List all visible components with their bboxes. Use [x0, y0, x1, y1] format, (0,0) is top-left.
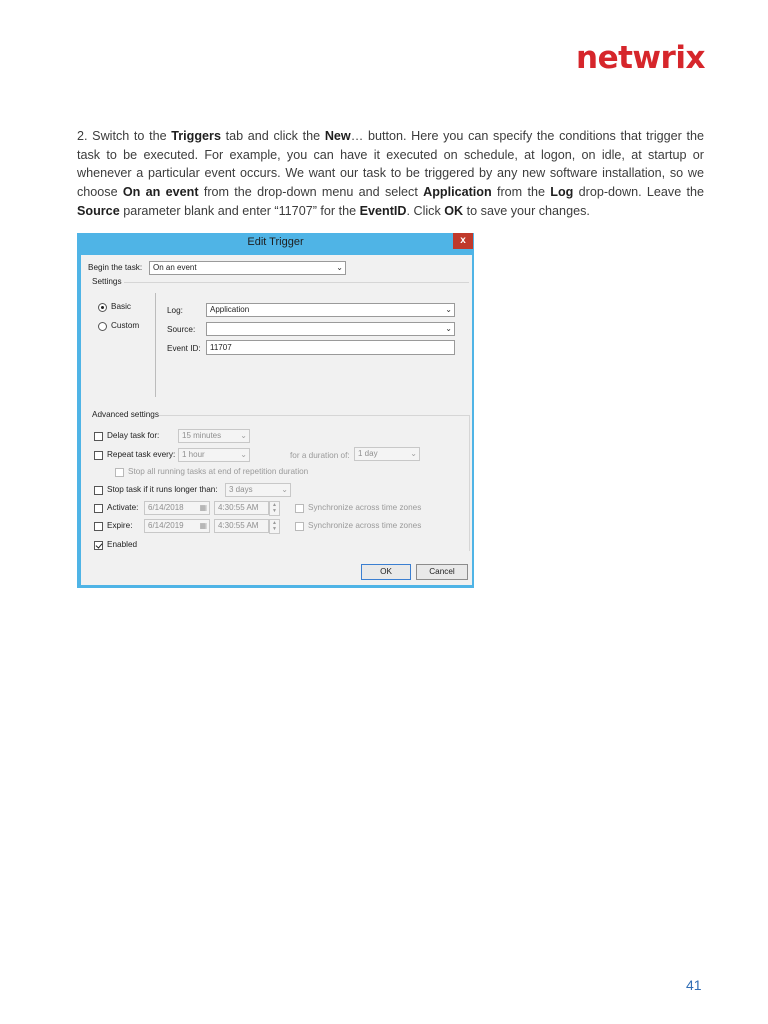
repeat-task-checkbox[interactable]: [94, 451, 103, 460]
activate-checkbox[interactable]: [94, 504, 103, 513]
expire-date-picker[interactable]: [144, 519, 210, 533]
basic-radio-label: Basic: [111, 302, 132, 311]
delay-task-dropdown[interactable]: [178, 429, 250, 443]
duration-value: 1 day: [358, 449, 378, 458]
log-label: Log:: [167, 306, 183, 315]
delay-task-value: 15 minutes: [182, 431, 222, 440]
expire-sync-label: Synchronize across time zones: [308, 521, 422, 530]
expire-time-spinner[interactable]: ▲ ▼: [269, 519, 280, 534]
stop-running-label: Stop all running tasks at end of repetition duration: [128, 467, 309, 476]
duration-dropdown[interactable]: [354, 447, 420, 461]
edit-trigger-dialog: [77, 233, 474, 588]
dialog-client-area: [81, 255, 472, 585]
repeat-task-dropdown[interactable]: [178, 448, 250, 462]
stop-running-checkbox[interactable]: [115, 468, 124, 477]
activate-time-spinner[interactable]: ▲ ▼: [269, 501, 280, 516]
event-id-label: Event ID:: [167, 344, 201, 353]
activate-time-value: 4:30:55 AM: [218, 503, 259, 512]
advanced-right-border: [469, 415, 470, 551]
expire-sync-checkbox[interactable]: [295, 522, 304, 531]
delay-task-checkbox[interactable]: [94, 432, 103, 441]
dialog-titlebar[interactable]: [77, 233, 474, 253]
log-dropdown[interactable]: [206, 303, 455, 317]
begin-task-dropdown[interactable]: [149, 261, 346, 275]
event-id-input[interactable]: [206, 340, 455, 355]
expire-checkbox[interactable]: [94, 522, 103, 531]
stop-longer-label: Stop task if it runs longer than:: [107, 485, 218, 494]
event-id-value: 11707: [210, 343, 232, 352]
activate-date-value: 6/14/2018: [148, 503, 184, 512]
activate-time-input[interactable]: [214, 501, 269, 515]
log-value: Application: [210, 305, 250, 314]
expire-label: Expire:: [107, 521, 133, 530]
activate-sync-checkbox[interactable]: [295, 504, 304, 513]
stop-longer-checkbox[interactable]: [94, 486, 103, 495]
delay-task-label: Delay task for:: [107, 431, 160, 440]
chevron-down-icon: ⌄: [281, 485, 288, 494]
chevron-down-icon: ⌄: [336, 263, 343, 272]
chevron-down-icon: ⌄: [445, 324, 452, 333]
chevron-down-icon: ⌄: [410, 449, 417, 458]
expire-time-value: 4:30:55 AM: [218, 521, 259, 530]
dialog-title: Edit Trigger: [247, 236, 304, 248]
activate-date-picker[interactable]: [144, 501, 210, 515]
close-icon: x: [460, 235, 466, 246]
chevron-down-icon: ⌄: [445, 305, 452, 314]
custom-radio[interactable]: [98, 322, 107, 331]
advanced-group-border: [159, 415, 469, 416]
settings-group-border: [124, 282, 469, 283]
enabled-checkbox[interactable]: [94, 541, 103, 550]
chevron-down-icon: ⌄: [240, 431, 247, 440]
source-dropdown[interactable]: [206, 322, 455, 336]
activate-sync-label: Synchronize across time zones: [308, 503, 422, 512]
activate-label: Activate:: [107, 503, 139, 512]
source-label: Source:: [167, 325, 196, 334]
close-button[interactable]: [453, 233, 473, 249]
netwrix-logo: netwrix: [576, 40, 705, 76]
begin-task-value: On an event: [153, 263, 197, 272]
calendar-icon: ▦: [199, 503, 207, 512]
repeat-task-value: 1 hour: [182, 450, 205, 459]
enabled-label: Enabled: [107, 540, 138, 549]
page-number: 41: [686, 977, 702, 993]
begin-task-label: Begin the task:: [88, 263, 143, 272]
chevron-down-icon: ⌄: [240, 450, 247, 459]
repeat-task-label: Repeat task every:: [107, 450, 176, 459]
advanced-settings-label: Advanced settings: [92, 410, 159, 419]
duration-label: for a duration of:: [290, 451, 350, 460]
settings-group-label: Settings: [92, 277, 122, 286]
expire-time-input[interactable]: [214, 519, 269, 533]
stop-longer-dropdown[interactable]: [225, 483, 291, 497]
custom-radio-label: Custom: [111, 321, 140, 330]
basic-radio[interactable]: [98, 303, 107, 312]
instruction-paragraph: 2. Switch to the Triggers tab and click the New… button. Here you can specify the conditions that trigger the task to be executed. For example, you can have it executed on schedule, at logon, on idle, at startup or whenever a particular event occurs. We want our task to be triggered by any new software installation, so we choose On an event from the drop-down menu and select Application from the Log drop-down. Leave the Source parameter blank and enter “11707” for the EventID. Click OK to save your changes.: [77, 129, 705, 218]
stop-longer-value: 3 days: [229, 485, 253, 494]
cancel-button[interactable]: Cancel: [416, 564, 468, 580]
ok-button[interactable]: OK: [361, 564, 411, 580]
settings-divider: [155, 293, 156, 397]
calendar-icon: ▦: [199, 521, 207, 530]
expire-date-value: 6/14/2019: [148, 521, 184, 530]
